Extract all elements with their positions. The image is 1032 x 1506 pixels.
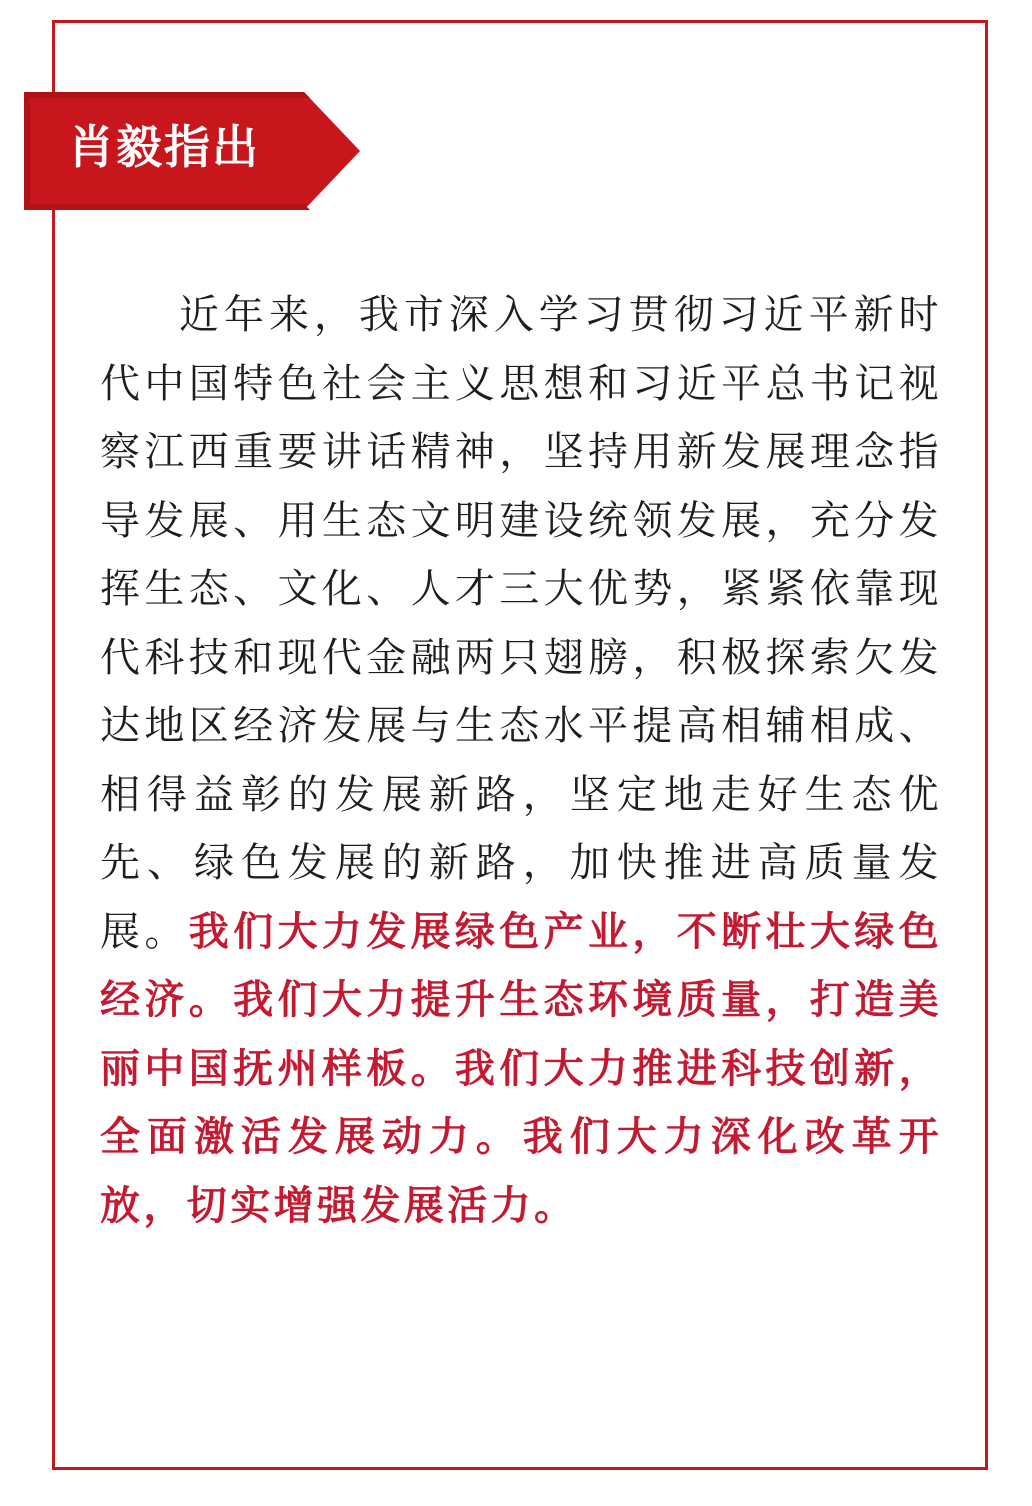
paragraph-highlight-text: 我们大力发展绿色产业，不断壮大绿色经济。我们大力提升生态环境质量，打造美丽中国抚州样板。我们大力推进科技创新，全面激活发展动力。我们大力深化改革开放，切实增强发展活力。	[100, 908, 942, 1229]
article-paragraph	[100, 281, 942, 1240]
section-title: 肖毅指出	[68, 120, 260, 174]
section-ribbon	[24, 92, 360, 210]
paragraph-normal-text: 近年来，我市深入学习贯彻习近平新时代中国特色社会主义思想和习近平总书记视察江西重要讲话精神，坚持用新发展理念指导发展、用生态文明建设统领发展，充分发挥生态、文化、人才三大优势，紧紧依靠现代科技和现代金融两只翅膀，积极探索欠发达地区经济发展与生态水平提高相辅相成、相得益彰的发展新路，坚定地走好生态优先、绿色发展的新路，加快推进高质量发展。	[100, 292, 942, 955]
